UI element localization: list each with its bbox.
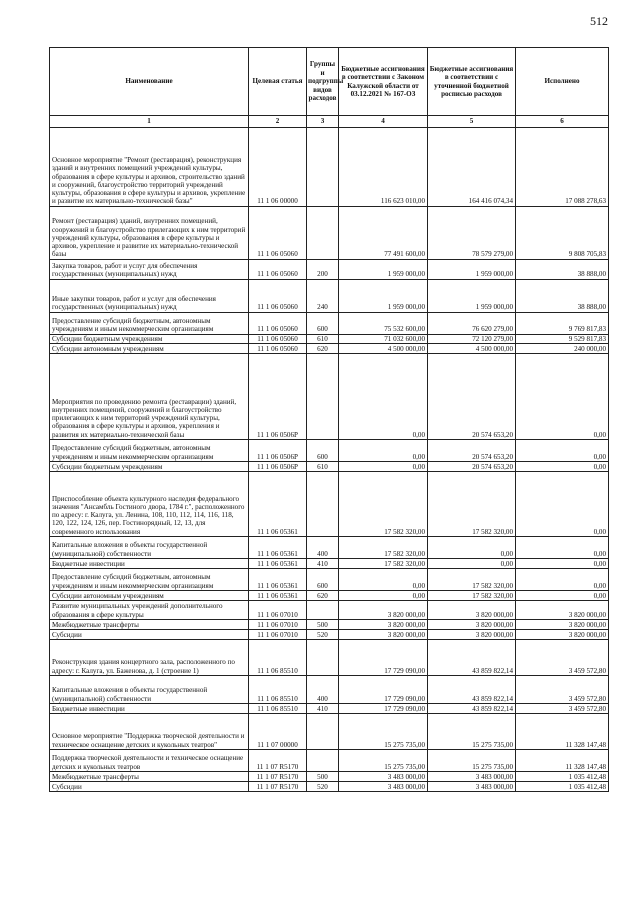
cell-plan: 43 859 822,14 (428, 675, 516, 703)
cell-done: 0,00 (516, 439, 609, 461)
cell-code: 11 1 06 05361 (249, 590, 307, 600)
table-row (50, 629, 609, 639)
cell-code: 11 1 06 85510 (249, 639, 307, 675)
page-number: 512 (590, 14, 608, 28)
cell-plan: 17 582 320,00 (428, 471, 516, 536)
table-row (50, 461, 609, 471)
cell-grp: 610 (307, 334, 339, 343)
table-row (50, 206, 609, 259)
cell-grp (307, 600, 339, 619)
cell-code: 11 1 07 00000 (249, 713, 307, 749)
cell-law: 0,00 (339, 439, 428, 461)
cell-code: 11 1 06 05361 (249, 558, 307, 568)
cell-grp: 600 (307, 439, 339, 461)
cell-name: Субсидии бюджетным учреждениям (50, 334, 249, 343)
cell-code: 11 1 06 00000 (249, 127, 307, 206)
column-number: 4 (339, 116, 428, 128)
cell-grp: 620 (307, 343, 339, 353)
cell-plan: 3 820 000,00 (428, 600, 516, 619)
cell-code: 11 1 06 0506Р (249, 461, 307, 471)
cell-done: 0,00 (516, 558, 609, 568)
cell-grp: 410 (307, 558, 339, 568)
cell-code: 11 1 07 R5170 (249, 771, 307, 781)
cell-done: 9 808 705,83 (516, 206, 609, 259)
column-number: 2 (249, 116, 307, 128)
table-row (50, 536, 609, 558)
table-row (50, 568, 609, 590)
table-row (50, 749, 609, 771)
cell-done: 3 820 000,00 (516, 619, 609, 629)
cell-done: 0,00 (516, 461, 609, 471)
cell-grp: 200 (307, 259, 339, 279)
cell-plan: 20 574 653,20 (428, 461, 516, 471)
cell-name: Предоставление субсидий бюджетным, автономным учреждениям и иным некоммерческим организациям (50, 568, 249, 590)
cell-grp: 520 (307, 629, 339, 639)
cell-law: 15 275 735,00 (339, 713, 428, 749)
cell-done: 11 328 147,48 (516, 713, 609, 749)
cell-plan: 15 275 735,00 (428, 713, 516, 749)
cell-name: Реконструкция здания концертного зала, расположенного по адресу: г. Калуга, ул. Баженова, д. 1 (строение 1) (50, 639, 249, 675)
cell-plan: 164 416 074,34 (428, 127, 516, 206)
header-target-article: Целевая статья (249, 48, 307, 116)
cell-name: Субсидии (50, 629, 249, 639)
table-row (50, 558, 609, 568)
cell-law: 0,00 (339, 461, 428, 471)
table-row (50, 675, 609, 703)
header-executed: Исполнено (516, 48, 609, 116)
table-row (50, 471, 609, 536)
cell-name: Капитальные вложения в объекты государственной (муниципальной) собственности (50, 536, 249, 558)
cell-grp (307, 206, 339, 259)
cell-name: Закупка товаров, работ и услуг для обеспечения государственных (муниципальных) нужд (50, 259, 249, 279)
cell-plan: 15 275 735,00 (428, 749, 516, 771)
cell-grp (307, 353, 339, 439)
cell-grp: 400 (307, 675, 339, 703)
cell-name: Основное мероприятие "Поддержка творческой деятельности и техническое оснащение детских и кукольных театров" (50, 713, 249, 749)
cell-done: 17 088 278,63 (516, 127, 609, 206)
cell-name: Субсидии (50, 781, 249, 791)
cell-grp: 620 (307, 590, 339, 600)
cell-done: 240 000,00 (516, 343, 609, 353)
cell-plan: 17 582 320,00 (428, 568, 516, 590)
cell-code: 11 1 06 0506Р (249, 353, 307, 439)
table-row (50, 343, 609, 353)
cell-grp: 240 (307, 279, 339, 312)
cell-law: 0,00 (339, 568, 428, 590)
cell-name: Основное мероприятие "Ремонт (реставрация), реконструкция зданий и внутренних помещений учреждений культуры, образования в сфере культуры и архивов, строительство зданий и сооружений, благоустройство территорий учреждений культуры, образования в сфере культуры и архивов, укрепление и развитие их материально-технической базы" (50, 127, 249, 206)
cell-law: 17 582 320,00 (339, 536, 428, 558)
cell-done: 3 820 000,00 (516, 600, 609, 619)
column-number: 1 (50, 116, 249, 128)
cell-grp (307, 639, 339, 675)
table-row (50, 353, 609, 439)
cell-code: 11 1 06 05060 (249, 312, 307, 334)
cell-done: 3 459 572,80 (516, 703, 609, 713)
cell-law: 1 959 000,00 (339, 279, 428, 312)
table-row (50, 312, 609, 334)
table-row (50, 781, 609, 791)
cell-name: Субсидии бюджетным учреждениям (50, 461, 249, 471)
table-row (50, 127, 609, 206)
cell-done: 3 459 572,80 (516, 675, 609, 703)
cell-done: 0,00 (516, 590, 609, 600)
cell-name: Бюджетные инвестиции (50, 703, 249, 713)
cell-grp: 610 (307, 461, 339, 471)
table-row (50, 639, 609, 675)
cell-done: 1 035 412,48 (516, 771, 609, 781)
cell-done: 11 328 147,48 (516, 749, 609, 771)
cell-done: 0,00 (516, 471, 609, 536)
cell-law: 3 820 000,00 (339, 600, 428, 619)
cell-code: 11 1 06 05060 (249, 206, 307, 259)
cell-plan: 43 859 822,14 (428, 703, 516, 713)
header-name: Наименование (50, 48, 249, 116)
cell-name: Иные закупки товаров, работ и услуг для обеспечения государственных (муниципальных) нужд (50, 279, 249, 312)
cell-code: 11 1 06 07010 (249, 619, 307, 629)
cell-grp (307, 471, 339, 536)
cell-code: 11 1 06 05060 (249, 343, 307, 353)
table-row (50, 619, 609, 629)
cell-name: Субсидии автономным учреждениям (50, 343, 249, 353)
cell-name: Приспособление объекта культурного наследия федерального значения "Ансамбль Гостиного двора, 1784 г.", расположенного по адресу: г. Калуга, ул. Ленина, 108, 110, 112, 114, 116, 118, 120, 122, 124, 126, пер. Гостинорядный, 12, 13, для современного использования (50, 471, 249, 536)
cell-law: 17 582 320,00 (339, 558, 428, 568)
cell-law: 17 729 090,00 (339, 675, 428, 703)
cell-grp: 500 (307, 619, 339, 629)
header-expense-group: Группы и подгруппы видов расходов (307, 48, 339, 116)
cell-code: 11 1 06 05060 (249, 279, 307, 312)
cell-plan: 1 959 000,00 (428, 259, 516, 279)
cell-grp (307, 749, 339, 771)
cell-done: 38 888,00 (516, 279, 609, 312)
cell-plan: 0,00 (428, 536, 516, 558)
cell-done: 3 820 000,00 (516, 629, 609, 639)
cell-law: 0,00 (339, 590, 428, 600)
cell-law: 71 032 600,00 (339, 334, 428, 343)
cell-law: 0,00 (339, 353, 428, 439)
cell-plan: 4 500 000,00 (428, 343, 516, 353)
cell-name: Предоставление субсидий бюджетным, автономным учреждениям и иным некоммерческим организациям (50, 439, 249, 461)
cell-plan: 76 620 279,00 (428, 312, 516, 334)
cell-law: 17 729 090,00 (339, 639, 428, 675)
cell-code: 11 1 06 05060 (249, 334, 307, 343)
cell-plan: 20 574 653,20 (428, 439, 516, 461)
budget-table (49, 47, 609, 792)
cell-plan: 17 582 320,00 (428, 590, 516, 600)
table-body (50, 127, 609, 791)
table-row (50, 771, 609, 781)
table-row (50, 703, 609, 713)
cell-done: 0,00 (516, 536, 609, 558)
column-number-row (50, 116, 609, 128)
cell-plan: 72 120 279,00 (428, 334, 516, 343)
table-row (50, 334, 609, 343)
column-number: 6 (516, 116, 609, 128)
cell-law: 3 820 000,00 (339, 629, 428, 639)
cell-plan: 3 483 000,00 (428, 781, 516, 791)
cell-done: 1 035 412,48 (516, 781, 609, 791)
cell-code: 11 1 06 05361 (249, 568, 307, 590)
cell-law: 1 959 000,00 (339, 259, 428, 279)
cell-code: 11 1 06 0506Р (249, 439, 307, 461)
cell-grp (307, 713, 339, 749)
cell-grp: 520 (307, 781, 339, 791)
cell-name: Развитие муниципальных учреждений дополнительного образования в сфере культуры (50, 600, 249, 619)
cell-grp: 500 (307, 771, 339, 781)
cell-name: Межбюджетные трансферты (50, 771, 249, 781)
table-row (50, 279, 609, 312)
table-row (50, 600, 609, 619)
cell-done: 0,00 (516, 568, 609, 590)
cell-law: 3 483 000,00 (339, 781, 428, 791)
cell-name: Мероприятия по проведению ремонта (реставрации) зданий, внутренних помещений, сооружений и благоустройство прилегающих к ним территорий учреждений культуры, образования в сфере культуры и архивов, укрепления и развития их материально-технической базы (50, 353, 249, 439)
cell-name: Предоставление субсидий бюджетным, автономным учреждениям и иным некоммерческим организациям (50, 312, 249, 334)
cell-grp: 400 (307, 536, 339, 558)
column-number: 3 (307, 116, 339, 128)
cell-plan: 3 820 000,00 (428, 629, 516, 639)
cell-law: 116 623 010,00 (339, 127, 428, 206)
cell-code: 11 1 06 05361 (249, 471, 307, 536)
cell-grp (307, 127, 339, 206)
table-row (50, 590, 609, 600)
cell-done: 0,00 (516, 353, 609, 439)
cell-name: Субсидии автономным учреждениям (50, 590, 249, 600)
cell-code: 11 1 06 85510 (249, 703, 307, 713)
cell-law: 3 483 000,00 (339, 771, 428, 781)
cell-code: 11 1 06 05060 (249, 259, 307, 279)
table-row (50, 713, 609, 749)
cell-plan: 0,00 (428, 558, 516, 568)
cell-name: Бюджетные инвестиции (50, 558, 249, 568)
header-row (50, 48, 609, 116)
cell-name: Капитальные вложения в объекты государственной (муниципальной) собственности (50, 675, 249, 703)
column-number: 5 (428, 116, 516, 128)
cell-plan: 43 859 822,14 (428, 639, 516, 675)
cell-done: 3 459 572,80 (516, 639, 609, 675)
cell-code: 11 1 06 05361 (249, 536, 307, 558)
cell-grp: 600 (307, 312, 339, 334)
cell-name: Поддержка творческой деятельности и техническое оснащение детских и кукольных театров (50, 749, 249, 771)
cell-law: 75 532 600,00 (339, 312, 428, 334)
cell-name: Межбюджетные трансферты (50, 619, 249, 629)
cell-plan: 20 574 653,20 (428, 353, 516, 439)
cell-plan: 3 820 000,00 (428, 619, 516, 629)
cell-law: 3 820 000,00 (339, 619, 428, 629)
header-law-allocation: Бюджетные ассигнования в соответствии с Законом Калужской области от 03.12.2021 № 167-ОЗ (339, 48, 428, 116)
cell-plan: 3 483 000,00 (428, 771, 516, 781)
cell-code: 11 1 07 R5170 (249, 749, 307, 771)
cell-name: Ремонт (реставрация) зданий, внутренних помещений, сооружений и благоустройство прилегающих к ним территорий учреждений культуры, образования в сфере культуры и архивов, укрепление и развитие их материально-технической базы (50, 206, 249, 259)
cell-code: 11 1 06 07010 (249, 600, 307, 619)
cell-done: 9 769 817,83 (516, 312, 609, 334)
cell-done: 38 888,00 (516, 259, 609, 279)
cell-grp: 410 (307, 703, 339, 713)
cell-plan: 1 959 000,00 (428, 279, 516, 312)
cell-law: 77 491 600,00 (339, 206, 428, 259)
cell-code: 11 1 07 R5170 (249, 781, 307, 791)
cell-grp: 600 (307, 568, 339, 590)
cell-code: 11 1 06 85510 (249, 675, 307, 703)
header-revised-allocation: Бюджетные ассигнования в соответствии с уточненной бюджетной росписью расходов (428, 48, 516, 116)
table-row (50, 439, 609, 461)
cell-law: 15 275 735,00 (339, 749, 428, 771)
cell-law: 17 582 320,00 (339, 471, 428, 536)
cell-law: 4 500 000,00 (339, 343, 428, 353)
cell-done: 9 529 817,83 (516, 334, 609, 343)
table-row (50, 259, 609, 279)
cell-code: 11 1 06 07010 (249, 629, 307, 639)
cell-law: 17 729 090,00 (339, 703, 428, 713)
cell-plan: 78 579 279,00 (428, 206, 516, 259)
